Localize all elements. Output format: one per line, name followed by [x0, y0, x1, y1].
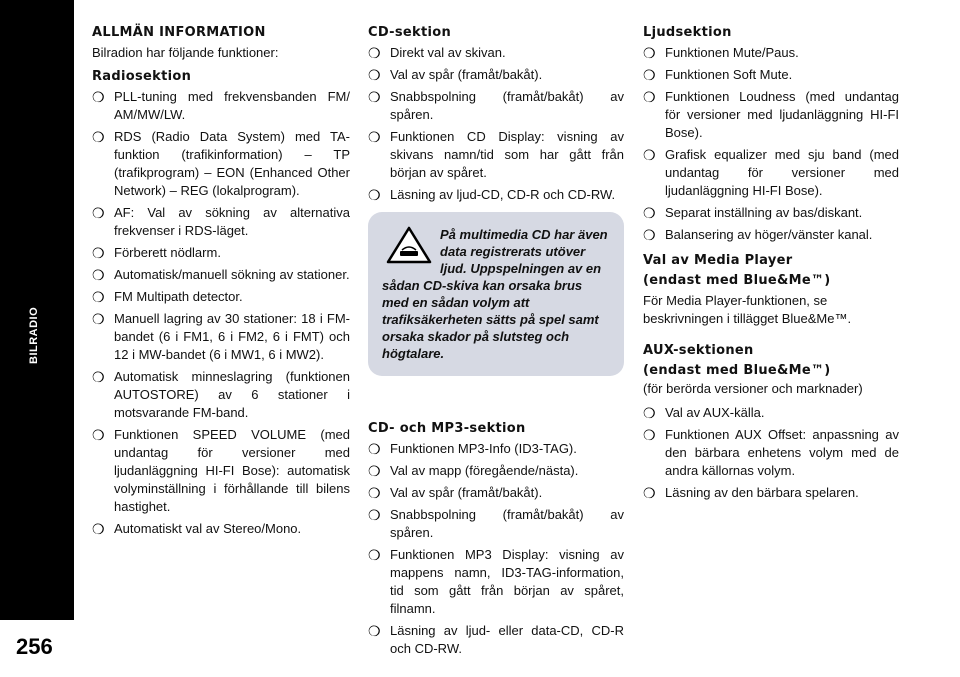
list-item-text: Funktionen CD Display: visning av skivans namn/tid som har gått från början av spåret. — [390, 129, 624, 180]
aux-list — [643, 404, 899, 502]
list-item — [92, 266, 350, 284]
list-item-text: Funktionen MP3-Info (ID3-TAG). — [390, 441, 577, 456]
list-item-text: Funktionen Soft Mute. — [665, 67, 793, 82]
bullet-circle-icon: ❍ — [92, 427, 105, 443]
list-item-text: Val av spår (framåt/bakåt). — [390, 67, 543, 82]
heading-media-player: Val av Media Player — [643, 253, 793, 268]
bullet-circle-icon: ❍ — [92, 311, 105, 327]
page-number: 256 — [16, 634, 53, 659]
section-label: BILRADIO — [28, 306, 40, 364]
list-item-text: Separat inställning av bas/diskant. — [665, 205, 863, 220]
list-item-text: AF: Val av sökning av alternativa frekvenser i RDS-läget. — [114, 205, 350, 238]
list-item — [368, 88, 624, 124]
column-2 — [368, 24, 624, 666]
bullet-circle-icon: ❍ — [643, 45, 656, 61]
bullet-circle-icon: ❍ — [368, 623, 381, 639]
list-item — [92, 128, 350, 200]
list-item-text: Läsning av ljud-CD, CD-R och CD-RW. — [390, 187, 616, 202]
warning-triangle-icon — [386, 226, 432, 264]
list-item — [643, 484, 899, 502]
media-player-text: För Media Player-funktionen, se beskrivningen i tillägget Blue&Me™. — [643, 293, 852, 326]
heading-general-info: ALLMÄN INFORMATION — [92, 25, 266, 40]
list-item — [92, 426, 350, 516]
bullet-circle-icon: ❍ — [643, 205, 656, 221]
list-item-text: Automatisk/manuell sökning av stationer. — [114, 267, 350, 282]
list-item — [368, 128, 624, 182]
bullet-circle-icon: ❍ — [368, 187, 381, 203]
mp3-list — [368, 440, 624, 658]
bullet-circle-icon: ❍ — [643, 67, 656, 83]
list-item — [92, 310, 350, 364]
sound-list — [643, 44, 899, 244]
aux-subtitle: (för berörda versioner och marknader) — [643, 381, 863, 396]
bullet-circle-icon: ❍ — [643, 227, 656, 243]
heading-aux-section: AUX-sektionen — [643, 343, 754, 358]
warning-note-text: På multimedia CD har även data registrerats utöver ljud. Uppspelningen av en sådan CD-skiva kan orsaka brus med en sådan volym att trafiksäkerheten sätts på spel samt orsaka skador på slutsteg och högtalare. — [382, 227, 608, 361]
list-item — [368, 44, 624, 62]
list-item — [368, 506, 624, 542]
bullet-circle-icon: ❍ — [92, 245, 105, 261]
heading-radio-section: Radiosektion — [92, 69, 192, 84]
list-item-text: Direkt val av skivan. — [390, 45, 506, 60]
heading-cd-section: CD-sektion — [368, 25, 452, 40]
bullet-circle-icon: ❍ — [92, 369, 105, 385]
list-item — [92, 520, 350, 538]
list-item-text: Snabbspolning (framåt/bakåt) av spåren. — [390, 507, 624, 540]
list-item-text: Läsning av den bärbara spelaren. — [665, 485, 859, 500]
list-item-text: Automatiskt val av Stereo/Mono. — [114, 521, 302, 536]
heading-media-player-note: (endast med Blue&Me™) — [643, 273, 831, 288]
list-item-text: Balansering av höger/vänster kanal. — [665, 227, 873, 242]
list-item-text: Val av spår (framåt/bakåt). — [390, 485, 543, 500]
side-tab — [0, 0, 74, 677]
list-item — [92, 368, 350, 422]
list-item-text: Funktionen Mute/Paus. — [665, 45, 799, 60]
bullet-circle-icon: ❍ — [92, 205, 105, 221]
bullet-circle-icon: ❍ — [92, 289, 105, 305]
list-item-text: Snabbspolning (framåt/bakåt) av spåren. — [390, 89, 624, 122]
list-item — [643, 426, 899, 480]
bullet-circle-icon: ❍ — [368, 485, 381, 501]
list-item-text: Automatisk minneslagring (funktionen AUTOSTORE) av 6 stationer i motsvarande FM-band. — [114, 369, 350, 420]
list-item — [368, 440, 624, 458]
list-item — [643, 66, 899, 84]
list-item-text: PLL-tuning med frekvensbanden FM/ AM/MW/LW. — [114, 89, 350, 122]
bullet-circle-icon: ❍ — [92, 89, 105, 105]
heading-mp3-section: CD- och MP3-sektion — [368, 421, 526, 436]
bullet-circle-icon: ❍ — [643, 89, 656, 105]
bullet-circle-icon: ❍ — [92, 521, 105, 537]
list-item — [643, 44, 899, 62]
cd-list — [368, 44, 624, 204]
heading-sound-section: Ljudsektion — [643, 25, 732, 40]
list-item-text: Grafisk equalizer med sju band (med undantag för versioner med ljudanläggning HI-FI Bose). — [665, 147, 899, 198]
list-item-text: Funktionen Loudness (med undantag för versioner med ljudanläggning HI-FI Bose). — [665, 89, 899, 140]
bullet-circle-icon: ❍ — [368, 507, 381, 523]
list-item — [643, 88, 899, 142]
list-item-text: Funktionen SPEED VOLUME (med undantag för versioner med ljudanläggning HI-FI Bose): automatisk volyminställning i förhållande till bilens hastighet. — [114, 427, 350, 514]
list-item — [92, 204, 350, 240]
list-item — [368, 546, 624, 618]
radio-list — [92, 88, 350, 538]
side-tab-bar — [0, 0, 74, 620]
list-item-text: RDS (Radio Data System) med TA-funktion (trafikinformation) – TP (trafikprogram) – EON (Enhanced Other Network) – REG (lokalprogram). — [114, 129, 350, 198]
list-item — [92, 88, 350, 124]
list-item-text: Läsning av ljud- eller data-CD, CD-R och CD-RW. — [390, 623, 624, 656]
bullet-circle-icon: ❍ — [643, 147, 656, 163]
list-item — [643, 204, 899, 222]
bullet-circle-icon: ❍ — [368, 547, 381, 563]
list-item — [92, 288, 350, 306]
list-item — [643, 146, 899, 200]
list-item-text: Funktionen AUX Offset: anpassning av den bärbara enhetens volym med de andra källornas volym. — [665, 427, 899, 478]
bullet-circle-icon: ❍ — [92, 267, 105, 283]
column-3 — [643, 24, 899, 510]
bullet-circle-icon: ❍ — [368, 45, 381, 61]
list-item — [643, 226, 899, 244]
column-1 — [92, 24, 350, 546]
bullet-circle-icon: ❍ — [368, 67, 381, 83]
bullet-circle-icon: ❍ — [368, 89, 381, 105]
bullet-circle-icon: ❍ — [643, 485, 656, 501]
list-item-text: Manuell lagring av 30 stationer: 18 i FM-bandet (6 i FM1, 6 i FM2, 6 i FMT) och 12 i MW-bandet (6 i MW1, 6 i MW2). — [114, 311, 350, 362]
list-item-text: Förberett nödlarm. — [114, 245, 221, 260]
list-item — [368, 462, 624, 480]
list-item — [92, 244, 350, 262]
list-item — [368, 186, 624, 204]
heading-aux-note: (endast med Blue&Me™) — [643, 363, 831, 378]
list-item-text: Val av AUX-källa. — [665, 405, 765, 420]
warning-note — [368, 212, 624, 376]
list-item-text: FM Multipath detector. — [114, 289, 243, 304]
list-item-text: Funktionen MP3 Display: visning av mappens namn, ID3-TAG-information, tid som gått från början av spåret, filnamn. — [390, 547, 624, 616]
bullet-circle-icon: ❍ — [368, 463, 381, 479]
list-item — [643, 404, 899, 422]
list-item — [368, 622, 624, 658]
intro-text: Bilradion har följande funktioner: — [92, 45, 279, 60]
bullet-circle-icon: ❍ — [643, 405, 656, 421]
list-item — [368, 484, 624, 502]
list-item-text: Val av mapp (föregående/nästa). — [390, 463, 579, 478]
bullet-circle-icon: ❍ — [368, 441, 381, 457]
bullet-circle-icon: ❍ — [643, 427, 656, 443]
bullet-circle-icon: ❍ — [92, 129, 105, 145]
bullet-circle-icon: ❍ — [368, 129, 381, 145]
list-item — [368, 66, 624, 84]
